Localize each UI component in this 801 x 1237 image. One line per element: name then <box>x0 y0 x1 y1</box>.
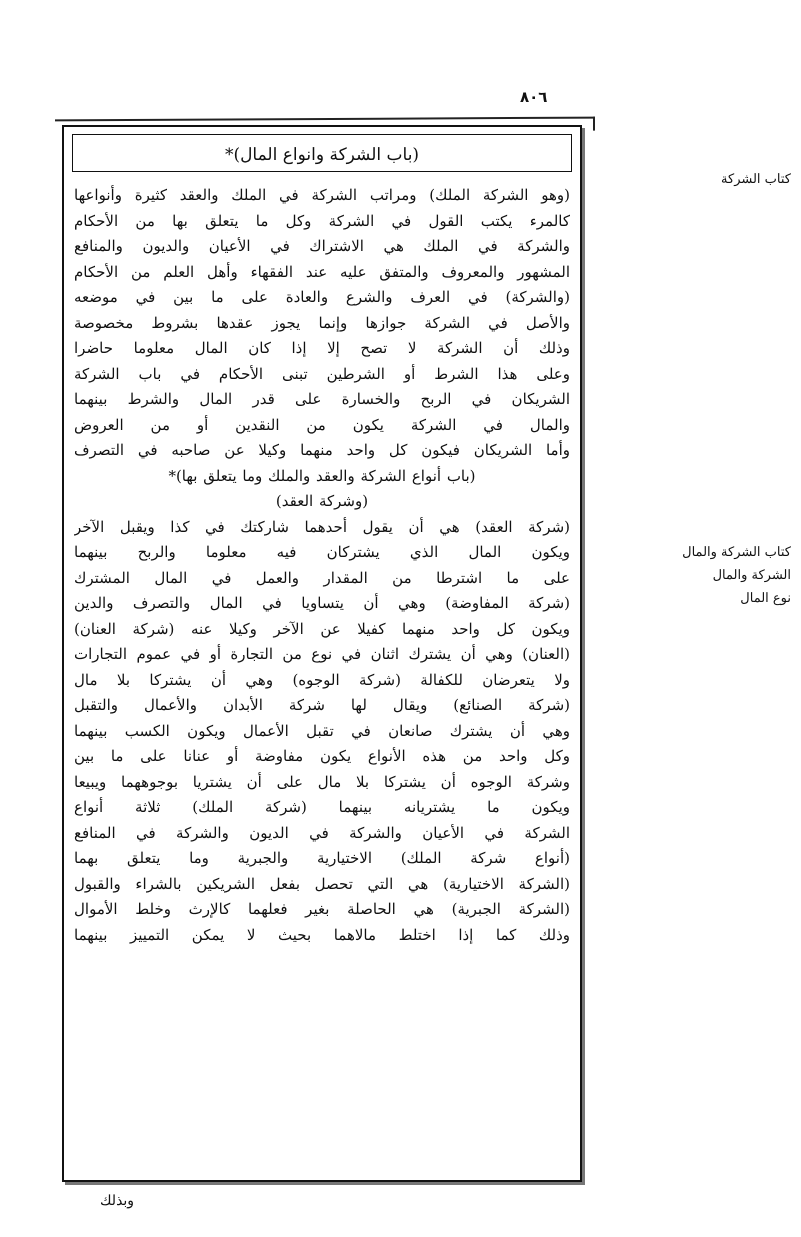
text-line: المشهور والمعروف والمتفق عليه عند الفقهاء وأهل العلم من الأحكام <box>74 262 570 281</box>
text-line: وهي أن يشترك صانعان في تقبل الأعمال ويكون الكسب بينهما <box>74 721 570 740</box>
catchword: وبذلك <box>100 1193 135 1209</box>
text-line: ويكون المال الذي يشتركان فيه معلوما والربح بينهما <box>74 543 570 561</box>
text-line: وعلى هذا الشرط أو الشرطين تبنى الأحكام في باب الشركة <box>74 364 570 383</box>
text-line: وذلك كما إذا اختلط مالاهما بحيث لا يمكن التمييز بينهما <box>74 925 570 944</box>
text-line: والشركة في الملك هي الاشتراك في الأعيان والديون والمنافع <box>74 237 570 255</box>
text-line: وذلك أن الشركة لا تصح إلا إذا كان المال معلوما حاضرا <box>74 339 570 357</box>
text-line: والمال في الشركة يكون من النقدين أو من العروض <box>74 415 570 434</box>
text-line: (شركة الصنائع) ويقال لها شركة الأبدان والأعمال والتقبل <box>74 696 570 714</box>
text-line: (والشركة) في العرف والشرع والعادة على ما بين في موضعه <box>74 288 570 306</box>
text-line: (أنواع شركة الملك) الاختيارية والجبرية وما يتعلق بهما <box>74 849 570 867</box>
text-line: (العنان) وهي أن يشترك اثنان في نوع من التجارة أو في عموم التجارات <box>74 645 570 663</box>
text-line: وكل واحد من هذه الأنواع يكون مفاوضة أو عنانا على ما بين <box>74 747 570 765</box>
page-title: (باب الشركة وانواع المال)* <box>224 145 420 165</box>
margin-note-2 <box>606 541 791 610</box>
margin-note-line: الشركة والمال <box>712 568 791 583</box>
text-line: (شركة العقد) هي أن يقول أحدهما شاركتك في كذا ويقبل الآخر <box>74 517 570 536</box>
text-line: (الشركة الاختيارية) هي التي تحصل بفعل الشريكين بالشراء والقبول <box>74 874 570 893</box>
text-line: على ما اشترطا من المقدار والعمل في المال المشترك <box>74 568 570 587</box>
text-line: (الشركة الجبرية) هي الحاصلة بغير فعلهما كالإرث وخلط الأموال <box>74 900 570 918</box>
text-line: والأصل في الشركة جوازها وإنما يجوز عقدها بشروط مخصوصة <box>74 313 570 332</box>
text-line: الشريكان في الربح والخسارة على قدر المال والشرط بينهما <box>74 390 570 408</box>
page-frame <box>62 125 582 1182</box>
margin-note-line: كتاب الشركة والمال <box>682 545 791 560</box>
text-line: وشركة الوجوه أن يشتركا بلا مال على أن يشتريا بوجوههما ويبيعا <box>74 772 570 791</box>
main-text <box>74 183 570 1160</box>
text-line: ولا يتعرضان للكفالة (شركة الوجوه) وهي أن يشتركا بلا مال <box>74 670 570 689</box>
text-line: ويكون كل واحد منهما كفيلا عن الآخر وكيلا عنه (شركة العنان) <box>74 619 570 638</box>
margin-note-line: نوع المال <box>740 591 791 606</box>
header-box <box>72 134 572 172</box>
page-number: ٨٠٦ <box>520 88 548 106</box>
text-line: (وهو الشركة الملك) ومراتب الشركة في الملك والعقد كثيرة وأنواعها <box>74 186 570 204</box>
margin-note-1 <box>606 168 791 191</box>
section-heading: (باب أنواع الشركة والعقد والملك وما يتعلق بها)* <box>168 466 476 485</box>
margin-note-line: كتاب الشركة <box>721 172 791 187</box>
text-line: (شركة المفاوضة) وهي أن يتساويا في المال والتصرف والدين <box>74 594 570 612</box>
section-subheading: (وشركة العقد) <box>275 492 369 510</box>
text-line: ويكون ما يشتريانه بينهما (شركة الملك) ثلاثة أنواع <box>74 798 570 816</box>
text-line: كالمرء يكتب القول في الشركة وكل ما يتعلق بها من الأحكام <box>74 211 570 230</box>
text-line: وأما الشريكان فيكون كل واحد منهما وكيلا عن صاحبه في التصرف <box>74 441 570 459</box>
text-line: الشركة في الأعيان والشركة في الديون والشركة في المنافع <box>74 823 570 842</box>
